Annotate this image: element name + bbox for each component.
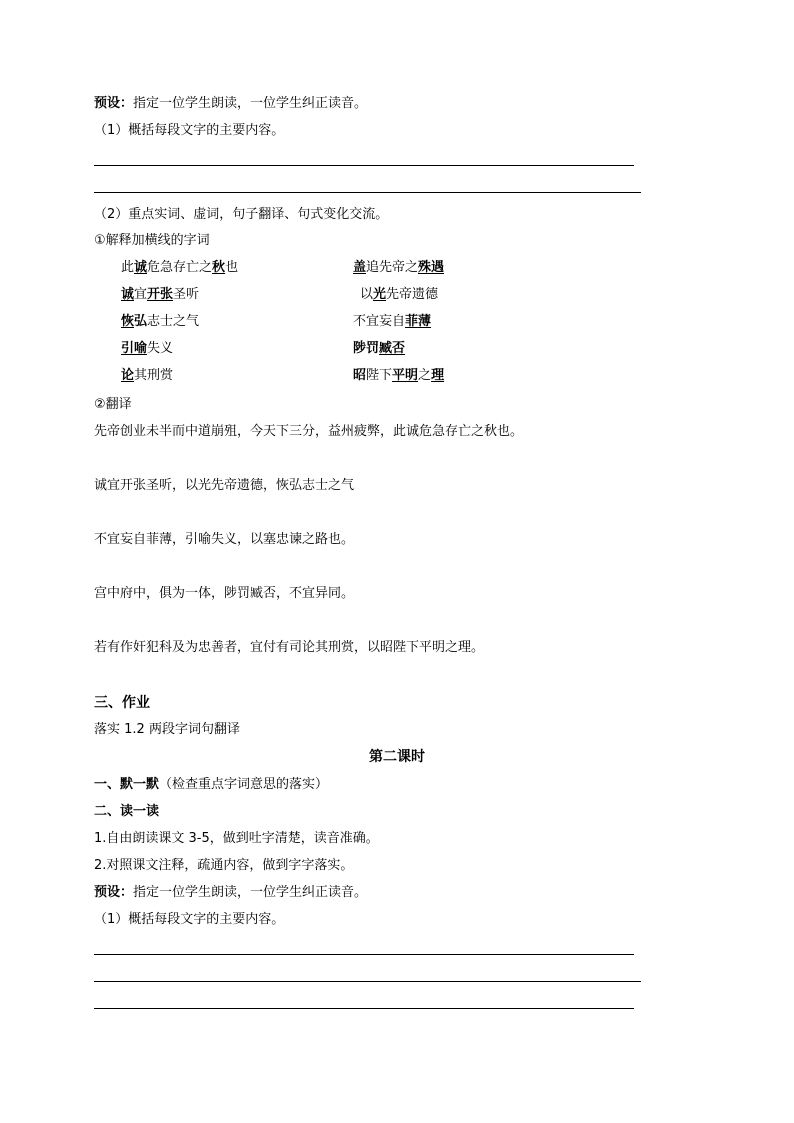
underlined-word: 恢	[121, 314, 135, 329]
answer-line	[94, 192, 641, 193]
vocab-text: 弘	[134, 314, 148, 329]
homework-title: 三、作业	[94, 695, 150, 711]
vocab-item	[353, 367, 444, 385]
vocab-item	[121, 340, 173, 358]
question-1: （1）概括每段文字的主要内容。	[94, 912, 285, 927]
vocab-text: 圣听	[173, 287, 200, 302]
underlined-word: 光	[373, 287, 387, 302]
section-1-title: 一、默一默	[94, 777, 160, 792]
preset-text: 指定一位学生朗读，一位学生纠正读音。	[133, 96, 368, 111]
vocab-text: 其刑赏	[134, 368, 174, 383]
underlined-word: 盖	[353, 260, 367, 275]
answer-line	[94, 1008, 634, 1009]
sentence: 先帝创业未半而中道崩殂，今天下三分，益州疲弊，此诚危急存亡之秋也。	[94, 424, 524, 439]
list-item: 1.自由朗读课文 3-5，做到吐字清楚，读音准确。	[94, 831, 379, 846]
preset-label: 预设：	[94, 96, 134, 111]
vocab-text: 昭	[353, 368, 367, 383]
answer-line	[94, 981, 641, 982]
vocab-text: 失义	[147, 341, 174, 356]
vocab-item	[353, 340, 405, 358]
underlined-word: 殊遇	[418, 260, 445, 275]
vocab-text: 陟罚	[353, 341, 380, 356]
underlined-word: 秋	[212, 260, 226, 275]
underlined-word: 臧否	[379, 341, 406, 356]
question-2: （2）重点实词、虚词，句子翻译、句式变化交流。	[94, 207, 389, 222]
underlined-word: 诚	[121, 287, 135, 302]
preset-line	[94, 884, 367, 902]
underlined-word: 菲薄	[405, 314, 432, 329]
preset-line	[94, 95, 367, 113]
vocab-text: 不宜妄自	[353, 314, 406, 329]
question-1: （1）概括每段文字的主要内容。	[94, 123, 285, 138]
vocab-text: 以	[360, 287, 374, 302]
vocab-item	[121, 367, 173, 385]
preset-label: 预设：	[94, 885, 134, 900]
list-item: 2.对照课文注释，疏通内容，做到字字落实。	[94, 858, 354, 873]
sentence: 宫中府中，俱为一体，陟罚臧否，不宜异同。	[94, 586, 355, 601]
vocab-text: 危急存亡之	[147, 260, 213, 275]
sentence: 诚宜开张圣听，以光先帝遗德，恢弘志士之气	[94, 478, 355, 493]
vocab-item	[121, 313, 199, 331]
preset-text: 指定一位学生朗读，一位学生纠正读音。	[133, 885, 368, 900]
vocab-item	[353, 259, 444, 277]
vocab-item	[360, 286, 438, 304]
lesson2-title: 第二课时	[369, 749, 425, 765]
answer-line	[94, 165, 634, 166]
section-1-note: （检查重点字词意思的落实）	[159, 777, 329, 792]
underlined-word: 平明	[392, 368, 419, 383]
vocab-text: 也	[225, 260, 239, 275]
underlined-word: 论	[121, 368, 135, 383]
sentence: 不宜妄自菲薄，引喻失义，以塞忠谏之路也。	[94, 532, 355, 547]
vocab-text: 此	[121, 260, 135, 275]
underlined-word: 开张	[147, 287, 174, 302]
underlined-word: 理	[431, 368, 445, 383]
vocab-item	[121, 259, 238, 277]
sentence: 若有作奸犯科及为忠善者，宜付有司论其刑赏，以昭陛下平明之理。	[94, 640, 485, 655]
homework-text: 落实 1.2 两段字词句翻译	[94, 722, 240, 737]
vocab-text: 志士之气	[147, 314, 200, 329]
underlined-word: 诚	[134, 260, 148, 275]
section-1	[94, 776, 328, 794]
vocab-text: 先帝遗德	[386, 287, 439, 302]
answer-line	[94, 954, 634, 955]
vocab-text: 之	[418, 368, 432, 383]
explain-title: ①解释加横线的字词	[94, 233, 210, 248]
translate-title: ②翻译	[94, 397, 132, 412]
vocab-item	[121, 286, 199, 304]
section-2-title: 二、读一读	[94, 804, 160, 819]
vocab-text: 追先帝之	[366, 260, 419, 275]
vocab-text: 陛下	[366, 368, 393, 383]
vocab-text: 宜	[134, 287, 148, 302]
underlined-word: 引喻	[121, 341, 148, 356]
vocab-item	[353, 313, 431, 331]
